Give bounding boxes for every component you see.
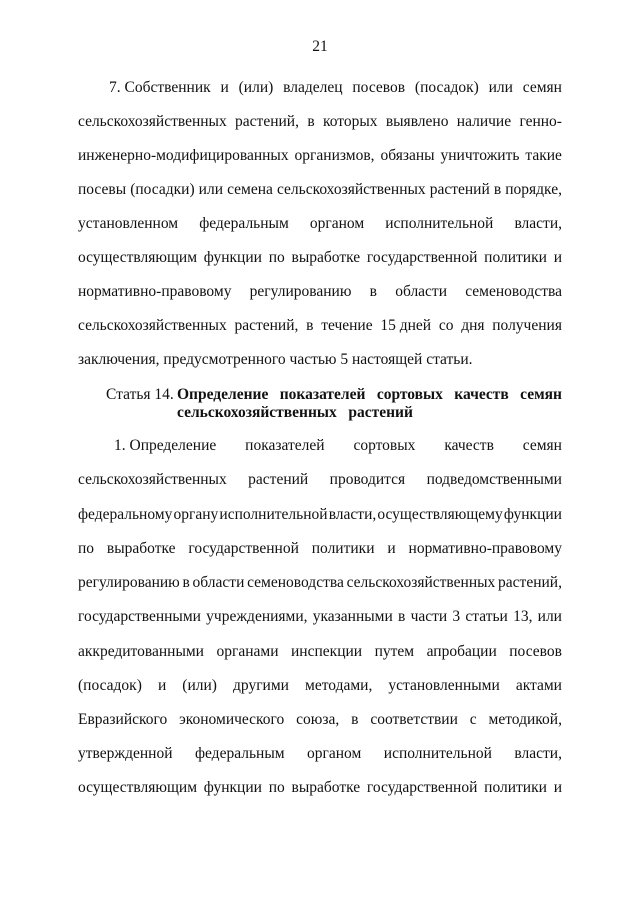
word: (или) [182, 677, 217, 694]
word: по [78, 540, 95, 557]
word: функции [203, 779, 262, 796]
word: семеноводства [465, 283, 562, 300]
word: 13, [513, 608, 533, 625]
word: в [182, 574, 190, 591]
word: со [438, 317, 454, 334]
word: 3 [452, 608, 461, 625]
word: выработке [106, 540, 176, 557]
word: регулированию [78, 574, 180, 591]
word: подведомственными [426, 471, 562, 488]
p7-line-8 [78, 317, 562, 335]
word: указанными [312, 608, 393, 625]
word: или [198, 181, 223, 198]
word: власти, [514, 215, 562, 232]
word: путем [374, 643, 415, 660]
p14-line-11 [78, 779, 562, 797]
word: в [306, 317, 314, 334]
word: апробации [426, 643, 497, 660]
word: или [488, 79, 513, 96]
word: семян [522, 79, 562, 96]
word: соответствии [370, 711, 458, 728]
article-title-line-2: сельскохозяйственных растений [177, 404, 413, 421]
word: регулированию [249, 283, 352, 300]
word: нормативно-правовому [408, 540, 562, 557]
word: области [192, 574, 245, 591]
word: с [469, 711, 477, 728]
word: растений [429, 181, 490, 198]
p7-line-7 [78, 283, 562, 301]
word: органу [173, 506, 219, 523]
word: установленном [78, 215, 179, 232]
word: сельскохозяйственных [78, 317, 227, 334]
word: осуществляющим [78, 779, 198, 796]
word: выявлено [385, 113, 449, 130]
word: показателей [279, 386, 366, 403]
word: осуществляющему [377, 506, 503, 523]
p7-line-5 [78, 215, 562, 233]
word: инспекции [291, 643, 363, 660]
word: 7. Собственник [109, 79, 211, 96]
word: семян [522, 437, 562, 454]
word: в [369, 283, 377, 300]
word: получения [492, 317, 562, 334]
word: и [387, 540, 396, 557]
p7-line-1 [78, 79, 562, 97]
word: федеральным [194, 745, 285, 762]
word: (посадки) [130, 181, 195, 198]
p7-line-9: заключения, предусмотренного частью 5 настоящей статьи. [78, 351, 473, 368]
word: выработке [291, 779, 361, 796]
word: по [268, 249, 285, 266]
word: в [351, 711, 359, 728]
word: сельскохозяйственных [78, 113, 227, 130]
word: Евразийского [78, 711, 168, 728]
word: актами [515, 677, 562, 694]
word: (или) [238, 79, 274, 96]
word: аккредитованными [78, 643, 204, 660]
word: организмов, [294, 147, 375, 164]
word: генно- [519, 113, 562, 130]
word: Определение [177, 386, 269, 403]
word: или [537, 608, 562, 625]
word: методами, [305, 677, 373, 694]
word: растений, [234, 317, 299, 334]
word: инженерно-модифицированных [78, 147, 289, 164]
word: и [220, 79, 229, 96]
p14-line-4 [78, 540, 562, 558]
word: политики [484, 779, 547, 796]
word: исполнительной [385, 215, 494, 232]
word: уничтожить [440, 147, 520, 164]
p7-line-2 [78, 113, 562, 131]
p14-line-2 [78, 471, 562, 489]
word: учреждениями, [206, 608, 308, 625]
word: сортовых [376, 386, 443, 403]
article-number: Статья 14. [106, 386, 174, 403]
word: семена [227, 181, 273, 198]
word: политики [484, 249, 547, 266]
word: владелец [283, 79, 343, 96]
word: проводится [329, 471, 406, 488]
p14-line-6 [78, 608, 562, 626]
p14-line-3 [78, 506, 562, 524]
word: другими [233, 677, 289, 694]
word: семян [520, 386, 562, 403]
word: в [307, 113, 315, 130]
word: такие [525, 147, 562, 164]
word: в [398, 608, 406, 625]
word: исполнительной [219, 506, 328, 523]
word: посевы [78, 181, 127, 198]
word: экономического [179, 711, 285, 728]
p14-line-7 [78, 643, 562, 661]
word: установленными [388, 677, 500, 694]
word: течение [321, 317, 373, 334]
word: функции [203, 249, 262, 266]
word: федеральным [199, 215, 289, 232]
word: качеств [454, 386, 509, 403]
word: растений, [235, 113, 299, 130]
word: государственными [78, 608, 201, 625]
word: исполнительной [383, 745, 492, 762]
word: союза, [296, 711, 340, 728]
p14-line-1 [78, 437, 562, 455]
word: порядке, [505, 181, 562, 198]
word: функции [503, 506, 562, 523]
word: растений [248, 471, 309, 488]
word: государственной [366, 779, 478, 796]
word: и [553, 779, 562, 796]
word: власти, [514, 745, 562, 762]
p14-line-5 [78, 574, 562, 592]
word: федеральному [78, 506, 173, 523]
word: растений, [498, 574, 562, 591]
word: политики [311, 540, 375, 557]
word: статьи [465, 608, 508, 625]
word: наличие [456, 113, 512, 130]
word: методикой, [488, 711, 562, 728]
word: показателей [245, 437, 325, 454]
p14-line-9 [78, 711, 562, 729]
p7-line-6 [78, 249, 562, 267]
word: утвержденной [78, 745, 173, 762]
p14-line-10 [78, 745, 562, 763]
word: дня [461, 317, 485, 334]
word: сортовых [353, 437, 416, 454]
word: осуществляющим [78, 249, 198, 266]
word: и [157, 677, 167, 694]
word: и [553, 249, 562, 266]
p7-line-3 [78, 147, 562, 165]
word: органом [309, 215, 365, 232]
word: органом [307, 745, 362, 762]
p14-line-8 [78, 677, 562, 695]
word: посевов [352, 79, 406, 96]
word: обязаны [380, 147, 435, 164]
word: в [493, 181, 502, 198]
word: которых [322, 113, 378, 130]
word: нормативно-правовому [78, 283, 232, 300]
word: государственной [366, 249, 478, 266]
word: власти, [328, 506, 377, 523]
word: качеств [444, 437, 494, 454]
article-title-line-1 [177, 386, 562, 404]
word: посевов [509, 643, 562, 660]
word: сельскохозяйственных [78, 471, 227, 488]
word: по [268, 779, 285, 796]
page-number: 21 [312, 38, 328, 55]
word: государственной [188, 540, 299, 557]
p7-line-4 [78, 181, 562, 199]
word: сельскохозяйственных [276, 181, 426, 198]
word: (посадок) [414, 79, 479, 96]
word: 1. Определение [114, 437, 217, 454]
word: выработке [291, 249, 361, 266]
word: семеноводства [247, 574, 344, 591]
word: органами [216, 643, 279, 660]
word: сельскохозяйственных [346, 574, 496, 591]
word: 15 дней [380, 317, 432, 334]
word: области [395, 283, 448, 300]
word: (посадок) [78, 677, 142, 694]
word: части [410, 608, 448, 625]
